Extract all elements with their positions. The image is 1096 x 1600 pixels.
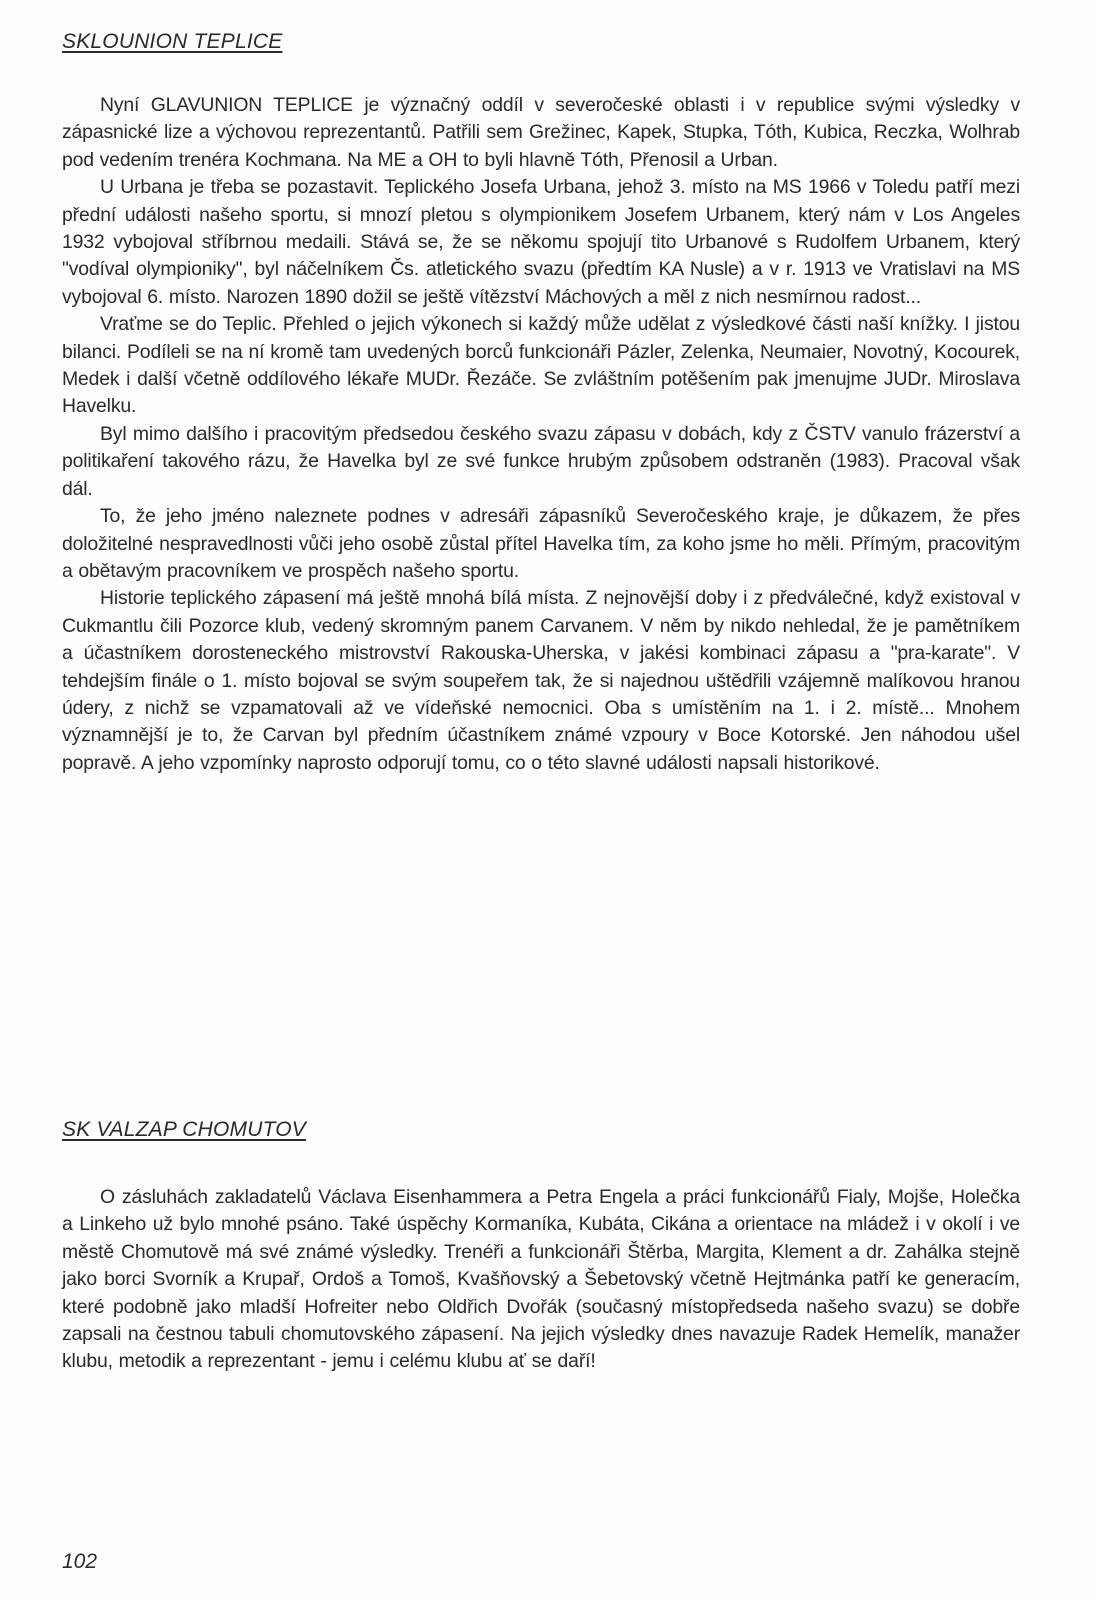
paragraph: O zásluhách zakladatelů Václava Eisenhammera a Petra Engela a práci funkcionářů Fialy, Mojše, Holečka a Linkeho už bylo mnohé psáno. Také úspěchy Kormaníka, Kubáta, Cikána a orientace na mládež i v okolí i ve městě Chomutově má své známé výsledky. Trenéři a funkcionáři Štěrba, Margita, Klement a dr. Zahálka stejně jako borci Svorník a Krupař, Ordoš a Tomoš, Kvašňovský a Šebetovský včetně Hejtmánka patří ke generacím, které podobně jako mladší Hofreiter nebo Oldřich Dvořák (současný místopředseda našeho svazu) se dobře zapsali na čestnou tabuli chomutovského zápasení. Na jejich výsledky dnes navazuje Radek Hemelík, manažer klubu, metodik a reprezentant - jemu i celému klubu ať se daří!	[62, 1186, 1020, 1373]
paragraph: U Urbana je třeba se pozastavit. Teplického Josefa Urbana, jehož 3. místo na MS 1966 v Toledu patří mezi přední události našeho sportu, si mnozí pletou s olympionikem Josefem Urbanem, který nám v Los Angeles 1932 vybojoval stříbrnou medaili. Stává se, že se někomu spojují tito Urbanové s Rudolfem Urbanem, který "vodíval olympioniky", byl náčelníkem Čs. atletického svazu (předtím KA Nusle) a v r. 1913 ve Vratislavi na MS vybojoval 6. místo. Narozen 1890 dožil se ještě vítězství Máchových a měl z nich nesmírnou radost...	[62, 176, 1020, 308]
paragraph: To, že jeho jméno naleznete podnes v adresáři zápasníků Severočeského kraje, je důkazem, že přes doložitelné nespravedlnosti vůči jeho osobě zůstal přítel Havelka tím, za koho jsme ho měli. Přímým, pracovitým a obětavým pracovníkem ve prospěch našeho sportu.	[62, 505, 1020, 582]
section-sklounion-teplice	[62, 30, 1020, 777]
paragraph: Vraťme se do Teplic. Přehled o jejich výkonech si každý může udělat z výsledkové části naší knížky. I jistou bilanci. Podíleli se na ní kromě tam uvedených borců funkcionáři Pázler, Zelenka, Neumaier, Novotný, Kocourek, Medek i další včetně oddílového lékaře MUDr. Řezáče. Se zvláštním potěšením pak jmenujme JUDr. Miroslava Havelku.	[62, 313, 1020, 418]
section-heading: SKLOUNION TEPLICE	[62, 30, 283, 53]
section-sk-valzap-chomutov	[62, 1118, 1020, 1376]
paragraph: Nyní GLAVUNION TEPLICE je význačný oddíl v severočeské oblasti i v republice svými výsledky v zápasnické lize a výchovou reprezentantů. Patřili sem Grežinec, Kapek, Stupka, Tóth, Kubica, Reczka, Wolhrab pod vedením trenéra Kochmana. Na ME a OH to byli hlavně Tóth, Přenosil a Urban.	[62, 94, 1020, 171]
paragraph: Byl mimo dalšího i pracovitým předsedou českého svazu zápasu v dobách, kdy z ČSTV vanulo frázerství a politikaření takového rázu, že Havelka byl ze své funkce hrubým způsobem odstraněn (1983). Pracoval však dál.	[62, 422, 1020, 500]
paragraph: Historie teplického zápasení má ještě mnohá bílá místa. Z nejnovější doby i z předválečné, když existoval v Cukmantlu čili Pozorce klub, vedený skromným panem Carvanem. V něm by nikdo nehledal, že je pamětníkem a účastníkem dorosteneckého mistrovství Rakouska-Uherska, v jakési kombinaci zápasu a "pra-karate". V tehdejším finále o 1. místo bojoval se svým soupeřem tak, že si najednou uštědřili vzájemně malíkovou hranou údery, z nichž se vzpamatovali až ve vídeňské nemocnici. Oba s umístěním na 1. i 2. místě... Mnohem významnější je to, že Carvan byl předním účastníkem známé vzpoury v Boce Kotorské. Jen náhodou ušel popravě. A jeho vzpomínky naprosto odporují tomu, co o této slavné události napsali historikové.	[62, 587, 1020, 774]
section-heading: SK VALZAP CHOMUTOV	[62, 1118, 306, 1141]
section-body	[62, 92, 1020, 777]
page-number: 102	[62, 1550, 98, 1573]
section-body	[62, 1184, 1020, 1376]
